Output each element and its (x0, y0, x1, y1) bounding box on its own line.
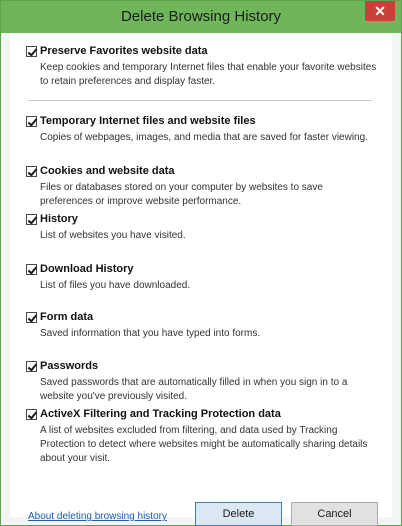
option-description: Keep cookies and temporary Internet files that enable your favorite websites to retain preferences and display faster. (40, 62, 377, 87)
option-preserve-favorites (26, 43, 378, 89)
option-label[interactable]: Form data (40, 311, 94, 323)
option-label[interactable]: ActiveX Filtering and Tracking Protection data (40, 408, 281, 420)
dialog-title: Delete Browsing History (120, 8, 282, 25)
option-label[interactable]: Download History (40, 263, 134, 275)
option-label[interactable]: Temporary Internet files and website files (40, 115, 256, 127)
option-label[interactable]: Preserve Favorites website data (40, 45, 208, 57)
option-description: Copies of webpages, images, and media that are saved for faster viewing. (40, 132, 368, 143)
option-label[interactable]: Passwords (40, 360, 99, 372)
checkbox-cookies[interactable] (26, 166, 37, 177)
option-history (26, 211, 378, 243)
close-button[interactable] (365, 1, 395, 21)
divider (28, 100, 372, 101)
checkbox-form-data[interactable] (26, 312, 37, 323)
about-deleting-history-link[interactable]: About deleting browsing history (28, 511, 167, 522)
option-description: Saved information that you have typed into forms. (40, 328, 261, 339)
checkbox-preserve-favorites[interactable] (26, 46, 37, 57)
checkbox-temporary-files[interactable] (26, 116, 37, 127)
delete-button-label: Delete (222, 508, 255, 520)
option-description: List of files you have downloaded. (40, 280, 191, 291)
checkbox-passwords[interactable] (26, 361, 37, 372)
cancel-button-label: Cancel (317, 508, 352, 520)
option-passwords (26, 358, 378, 404)
checkbox-activex-tracking[interactable] (26, 409, 37, 420)
cancel-button[interactable] (291, 502, 378, 526)
option-temporary-files (26, 113, 378, 145)
checkbox-history[interactable] (26, 214, 37, 225)
dialog-body (10, 33, 392, 522)
option-description: Files or databases stored on your computer by websites to save preferences or improve website performance. (40, 182, 323, 207)
delete-button[interactable] (195, 502, 282, 526)
option-cookies (26, 163, 378, 209)
option-description: A list of websites excluded from filtering, and data used by Tracking Protection to detect where websites might be automatically sharing details about your visit. (40, 425, 368, 464)
option-label[interactable]: Cookies and website data (40, 165, 175, 177)
option-activex-tracking (26, 406, 378, 466)
option-label[interactable]: History (40, 213, 78, 225)
close-icon: ✕ (374, 2, 386, 19)
option-description: List of websites you have visited. (40, 230, 186, 241)
title-bar[interactable] (1, 1, 401, 33)
option-description: Saved passwords that are automatically filled in when you sign in to a website you've previously visited. (40, 377, 348, 402)
option-download-history (26, 261, 378, 293)
option-form-data (26, 309, 378, 341)
checkbox-download-history[interactable] (26, 264, 37, 275)
